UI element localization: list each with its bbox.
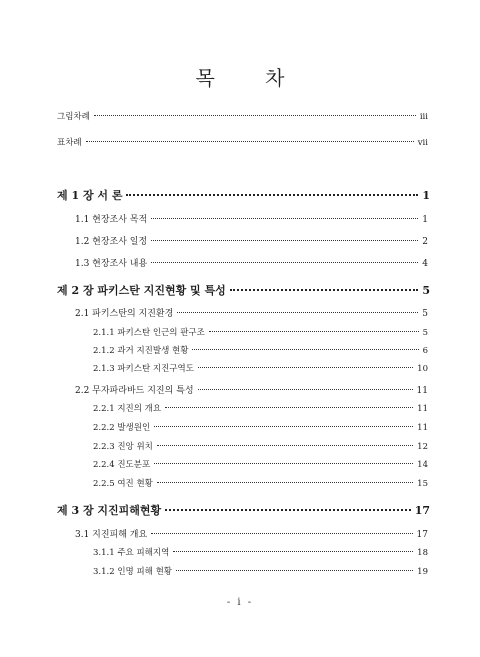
toc-entry-label: 2.2.3 진앙 위치 (93, 442, 153, 452)
toc-subsection-2-2-1[interactable] (93, 402, 428, 414)
dot-leader (154, 426, 413, 427)
toc-entry-page: iii (419, 112, 428, 122)
page-title: 목 차 (195, 66, 307, 90)
toc-section-1-2[interactable] (75, 234, 428, 247)
dot-leader (151, 218, 418, 219)
dot-leader (94, 115, 416, 116)
toc-entry-label: 2.1 파키스탄의 지진환경 (75, 309, 174, 319)
toc-entry-label: 그림차례 (57, 112, 90, 122)
toc-chapter-2[interactable] (57, 282, 430, 298)
toc-section-1-3[interactable] (75, 256, 428, 269)
toc-entry-page: 19 (417, 567, 428, 577)
toc-entry-page: 10 (417, 364, 428, 374)
toc-entry-label: 1.3 현장조사 내용 (75, 259, 148, 269)
dot-leader (192, 349, 418, 350)
toc-chapter-label: 제 2 장 파키스탄 지진현황 및 특성 (57, 284, 226, 297)
dot-leader (173, 551, 413, 552)
toc-entry-page: 5 (422, 328, 428, 338)
toc-entry-label: 2.2.4 진도분포 (93, 460, 151, 470)
toc-subsection-2-2-2[interactable] (93, 421, 428, 433)
page-number: - i - (226, 597, 254, 608)
toc-entry-label: 1.1 현장조사 목적 (75, 215, 148, 225)
toc-entry-page: 12 (417, 442, 428, 452)
toc-entry-label: 2.2.5 여진 현황 (93, 479, 153, 489)
toc-entry-label: 1.2 현장조사 일정 (75, 237, 148, 247)
dot-leader (177, 312, 418, 313)
dot-leader (165, 509, 411, 511)
dot-leader (157, 482, 413, 483)
toc-subsection-3-1-2[interactable] (93, 565, 428, 577)
toc-entry-label: 2.1.2 과거 지진발생 현황 (93, 346, 189, 356)
toc-chapter-page: 1 (422, 189, 430, 202)
toc-chapter-page: 5 (422, 284, 430, 297)
toc-entry-label: 2.2.2 발생원인 (93, 423, 151, 433)
toc-entry-page: 11 (416, 386, 428, 396)
toc-chapter-label: 제 1 장 서 론 (57, 189, 123, 202)
dot-leader (165, 407, 413, 408)
toc-entry-label: 2.1.3 파키스탄 지진구역도 (93, 364, 194, 374)
toc-subsection-2-2-5[interactable] (93, 477, 428, 489)
toc-subsection-2-2-4[interactable] (93, 458, 428, 470)
dot-leader (209, 331, 419, 332)
toc-chapter-1[interactable] (57, 187, 430, 203)
toc-entry-label: 2.2 무자파라바드 지진의 특성 (75, 386, 194, 396)
toc-subsection-2-1-3[interactable] (93, 362, 428, 374)
toc-entry-page: 2 (422, 237, 428, 247)
toc-chapter-3[interactable] (57, 502, 430, 518)
dot-leader (151, 533, 412, 534)
toc-subsection-2-1-1[interactable] (93, 326, 428, 338)
dot-leader (151, 240, 418, 241)
toc-entry-page: 4 (422, 259, 428, 269)
toc-entry-page: 14 (417, 460, 428, 470)
toc-entry-page: 18 (417, 548, 428, 558)
dot-leader (126, 194, 418, 196)
toc-entry-tables[interactable] (57, 136, 428, 148)
dot-leader (198, 389, 413, 390)
toc-entry-label: 3.1 지진피해 개요 (75, 530, 148, 540)
toc-section-1-1[interactable] (75, 212, 428, 225)
toc-entry-page: 6 (422, 346, 428, 356)
dot-leader (230, 289, 419, 291)
toc-entry-page: 17 (416, 530, 428, 540)
toc-entry-page: 11 (417, 404, 428, 414)
toc-entry-page: 5 (422, 309, 428, 319)
toc-entry-page: 1 (422, 215, 428, 225)
toc-entry-label: 2.2.1 지진의 개요 (93, 404, 162, 414)
dot-leader (176, 570, 413, 571)
toc-entry-page: 11 (417, 423, 428, 433)
toc-entry-label: 3.1.2 인명 피해 현황 (93, 567, 172, 577)
toc-section-2-2[interactable] (75, 383, 428, 396)
dot-leader (86, 141, 414, 142)
dot-leader (157, 445, 413, 446)
dot-leader (154, 463, 413, 464)
toc-chapter-page: 17 (414, 504, 430, 517)
toc-subsection-2-2-3[interactable] (93, 440, 428, 452)
toc-subsection-3-1-1[interactable] (93, 546, 428, 558)
toc-entry-label: 표차례 (57, 138, 82, 148)
toc-chapter-label: 제 3 장 지진피해현황 (57, 504, 162, 517)
toc-entry-figures[interactable] (57, 110, 428, 122)
dot-leader (151, 262, 418, 263)
toc-subsection-2-1-2[interactable] (93, 344, 428, 356)
dot-leader (198, 367, 413, 368)
toc-entry-label: 2.1.1 파키스탄 인근의 판구조 (93, 328, 205, 338)
toc-section-3-1[interactable] (75, 527, 428, 540)
toc-entry-page: 15 (417, 479, 428, 489)
toc-entry-label: 3.1.1 주요 피해지역 (93, 548, 170, 558)
toc-entry-page: vii (417, 138, 428, 148)
toc-section-2-1[interactable] (75, 306, 428, 319)
